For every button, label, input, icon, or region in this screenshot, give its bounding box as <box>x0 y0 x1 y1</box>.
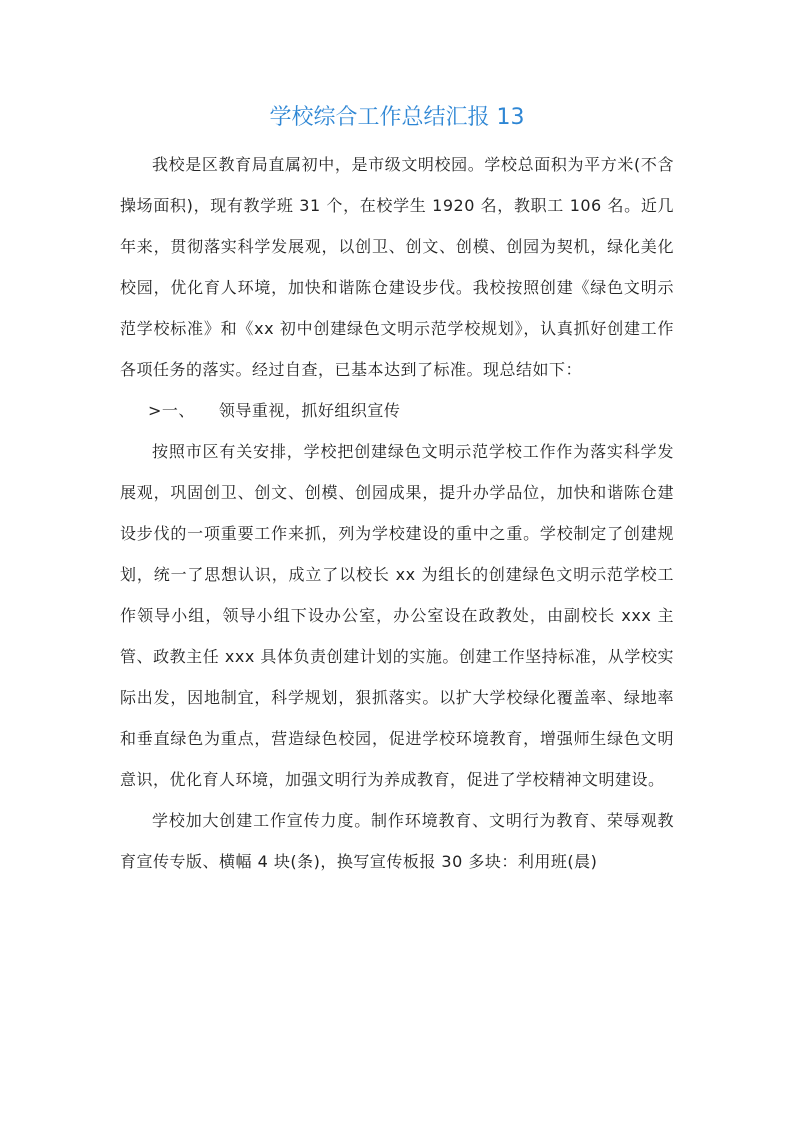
intro-paragraph: 我校是区教育局直属初中，是市级文明校园。学校总面积为平方米(不含操场面积)，现有教学班 31 个，在校学生 1920 名，教职工 106 名。近几年来，贯彻落实科学发展观，以创卫、创文、创模、创园为契机，绿化美化校园，优化育人环境，加快和谐陈仓建设步伐。我校按照创建《绿色文明示范学校标准》和《xx 初中创建绿色文明示范学校规划》，认真抓好创建工作各项任务的落实。经过自查，已基本达到了标准。现总结如下： <box>120 155 674 379</box>
section-paragraph: 按照市区有关安排，学校把创建绿色文明示范学校工作作为落实科学发展观，巩固创卫、创文、创模、创园成果，提升办学品位，加快和谐陈仓建设步伐的一项重要工作来抓，列为学校建设的重中之重。学校制定了创建规划，统一了思想认识，成立了以校长 xx 为组长的创建绿色文明示范学校工作领导小组，领导小组下设办公室，办公室设在政教处，由副校长 xxx 主管、政教主任 xxx 具体负责创建计划的实施。创建工作坚持标准，从学校实际出发，因地制宜，科学规划，狠抓落实。以扩大学校绿化覆盖率、绿地率和垂直绿色为重点，营造绿色校园，促进学校环境教育，增强师生绿色文明意识，优化育人环境，加强文明行为养成教育，促进了学校精神文明建设。 <box>120 442 674 789</box>
section-number: >一、 <box>148 401 195 420</box>
section-heading-text: 领导重视，抓好组织宣传 <box>218 401 401 420</box>
document-body <box>120 144 674 882</box>
document-title: 学校综合工作总结汇报 13 <box>269 105 525 130</box>
section-paragraph: 学校加大创建工作宣传力度。制作环境教育、文明行为教育、荣辱观教育宣传专版、横幅 4 块(条)，换写宣传板报 30 多块：利用班(晨) <box>120 811 674 871</box>
section-heading-1 <box>120 390 674 431</box>
